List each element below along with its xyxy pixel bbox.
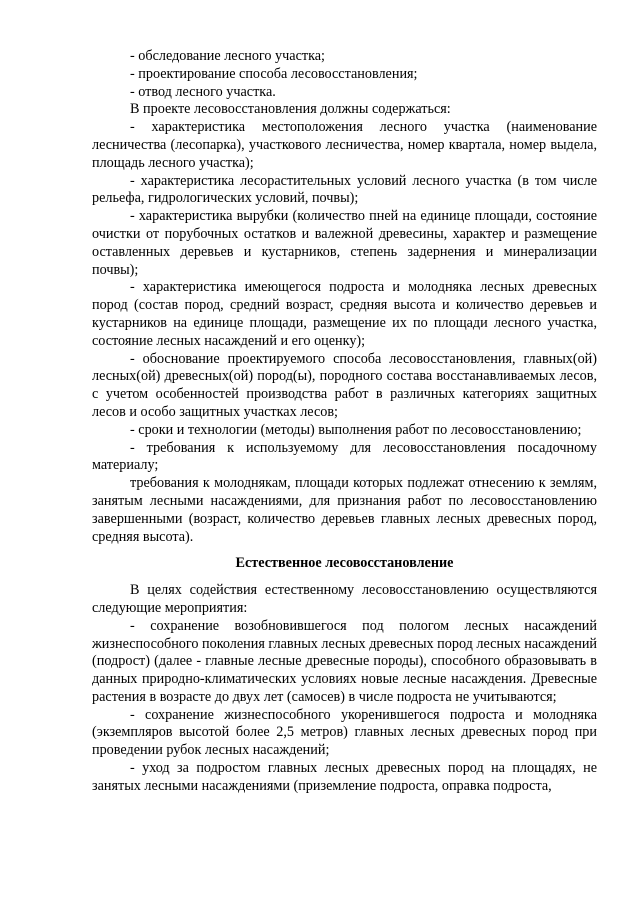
paragraph: - сроки и технологии (методы) выполнения работ по лесовосстановлению;	[130, 421, 582, 438]
paragraph: В целях содействия естественному лесовосстановлению осуществляются следующие мероприятия:	[92, 582, 597, 616]
paragraph: требования к молоднякам, площади которых подлежат отнесению к землям, занятым лесными насаждениями, для признания работ по лесовосстановлению завершенными (возраст, количество деревьев главных лесных древесных пород, средняя высота).	[92, 475, 597, 545]
paragraph: - проектирование способа лесовосстановления;	[130, 65, 418, 82]
paragraph: - характеристика лесорастительных условий лесного участка (в том числе рельефа, гидрологических условий, почвы);	[92, 172, 597, 207]
paragraph: - отвод лесного участка.	[130, 83, 276, 100]
document-page	[92, 48, 597, 796]
section-title: Естественное лесовосстановление	[235, 555, 454, 572]
paragraph: - характеристика вырубки (количество пней на единице площади, состояние очистки от порубочных остатков и валежной древесины, характер и размещение оставленных деревьев и кустарников, степень задернения и минерализации почвы);	[92, 208, 597, 278]
paragraph: - характеристика местоположения лесного участка (наименование лесничества (лесопарка), участкового лесничества, номер квартала, номер выдела, площадь лесного участка);	[92, 119, 597, 171]
paragraph: - требования к используемому для лесовосстановления посадочному материалу;	[92, 439, 597, 474]
paragraph: - уход за подростом главных лесных древесных пород на площадях, не занятых лесными насаждениями (приземление подроста, оправка подроста,	[92, 760, 597, 794]
paragraph: - сохранение возобновившегося под пологом лесных насаждений жизнеспособного поколения главных лесных древесных пород лесных насаждений (подрост) (далее - главные лесные древесные породы), способного образовывать в данных природно-климатических условиях новые лесные насаждения. Древесные растения в возрасте до двух лет (самосев) в числе подроста не учитываются;	[92, 617, 597, 705]
paragraph: - сохранение жизнеспособного укоренившегося подроста и молодняка (экземпляров высотой более 2,5 метров) главных лесных древесных пород при проведении рубок лесных насаждений;	[92, 706, 597, 759]
paragraph: - обследование лесного участка;	[130, 48, 325, 64]
paragraph: - характеристика имеющегося подроста и молодняка лесных древесных пород (состав пород, средний возраст, средняя высота и количество деревьев и кустарников на единице площади, размещение их по площади лесного участка, состояние лесных насаждений и его оценку);	[92, 279, 597, 349]
paragraph: В проекте лесовосстановления должны содержаться:	[130, 101, 451, 118]
paragraph: - обоснование проектируемого способа лесовосстановления, главных(ой) лесных(ой) древесных(ой) пород(ы), породного состава восстанавливаемых лесов, с учетом особенностей производства работ в различных категориях защитных лесов и особо защитных участках лесов;	[92, 350, 597, 420]
